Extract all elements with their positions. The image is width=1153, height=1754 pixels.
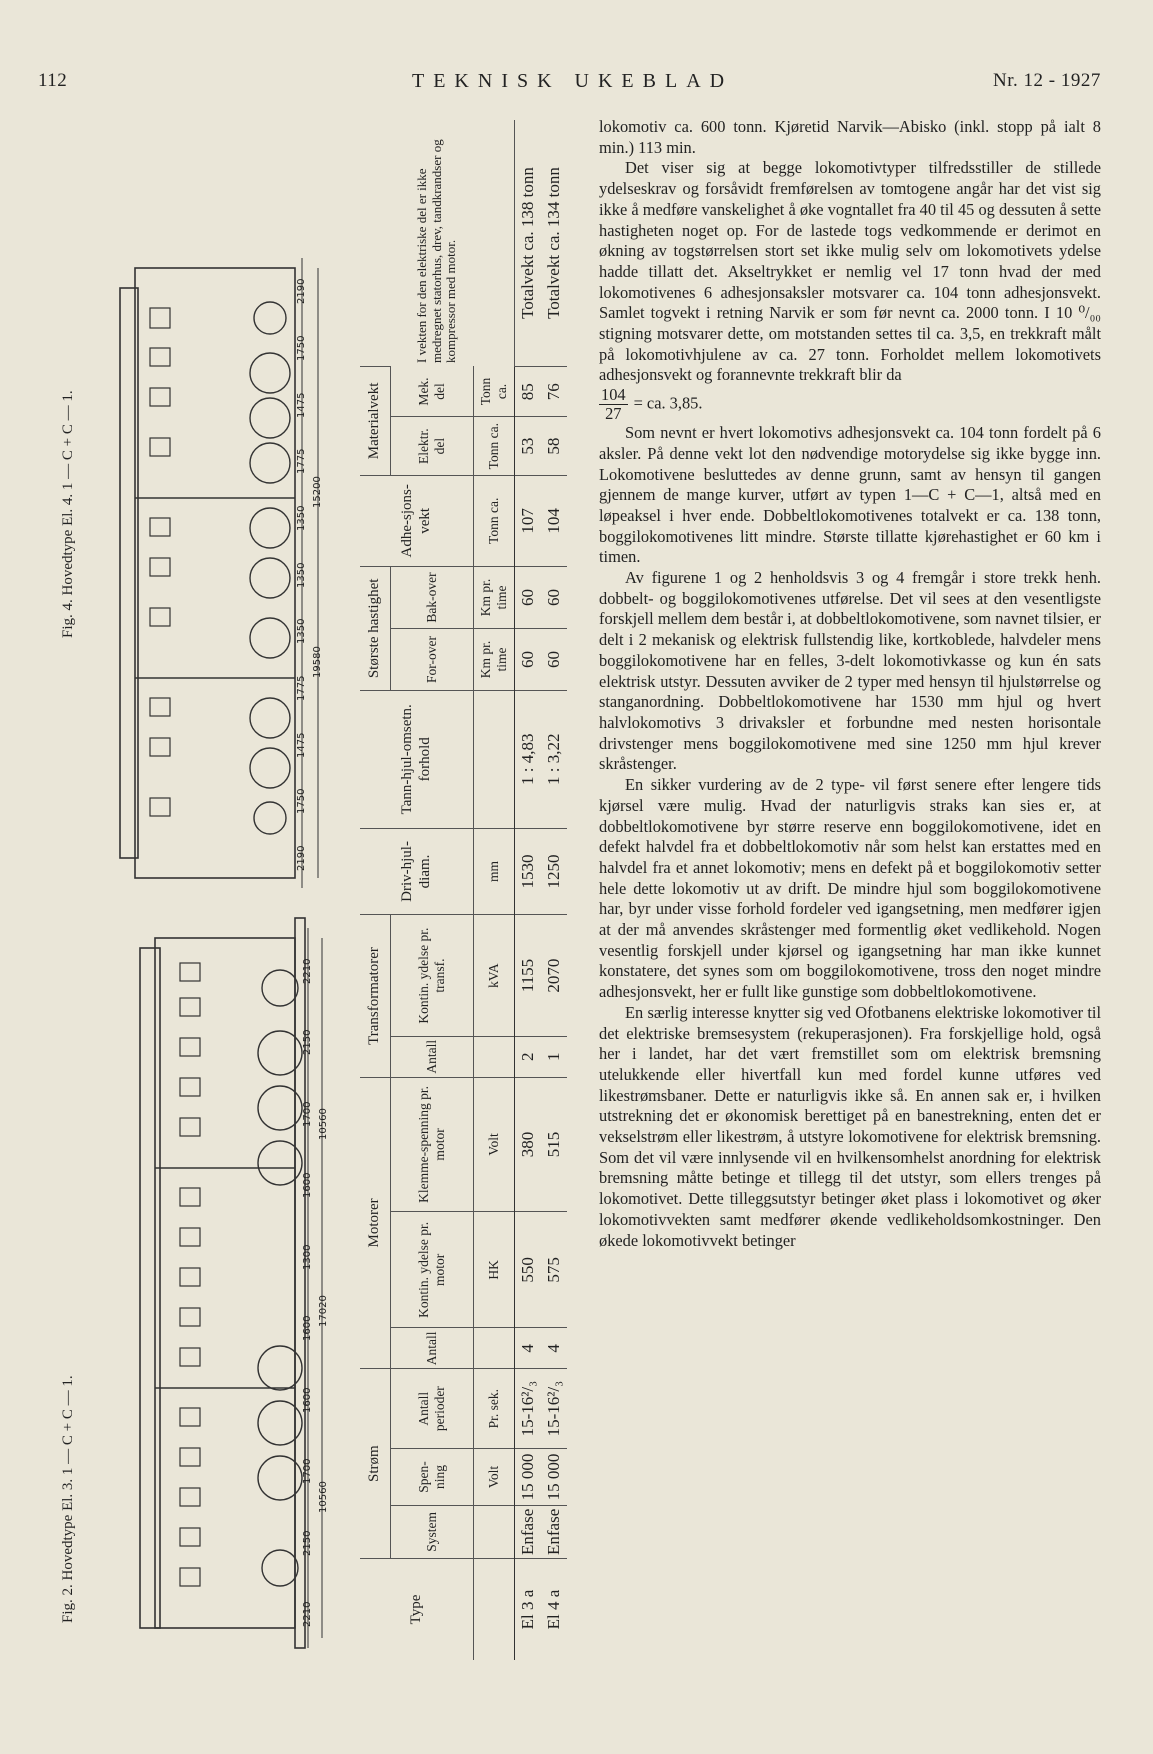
fig4-dimension-label: 1775 — [296, 448, 307, 475]
fig2-dimension-label: 2150 — [302, 1530, 313, 1556]
cell: 60 — [515, 629, 542, 691]
cell: 15 000 — [541, 1449, 567, 1506]
cell: Enfase — [541, 1505, 567, 1558]
fig4-dimension-label: 2190 — [296, 845, 307, 871]
fraction-result: = ca. 3,85. — [633, 393, 703, 413]
group-current: Strøm — [360, 1369, 391, 1559]
cell: 15-16²/₃ — [541, 1369, 567, 1449]
cell: Totalvekt ca. 138 tonn — [518, 167, 538, 319]
cell: Enfase — [515, 1505, 542, 1558]
cell: 1250 — [541, 828, 567, 915]
fig2-dimension-label: 2150 — [302, 1029, 313, 1056]
unit — [474, 1328, 515, 1369]
cell: 104 — [541, 475, 567, 566]
cell: Totalvekt ca. 134 tonn — [544, 167, 564, 319]
cell: 60 — [515, 566, 542, 628]
fig4-dimension-label: 1475 — [296, 732, 307, 758]
cell: 15 000 — [515, 1449, 542, 1506]
th-note: I vekten for den elektriske del er ikke medregnet statorhus, drev, tandkrandser og kompressor med motor. — [360, 120, 515, 367]
unit: Volt — [474, 1449, 515, 1506]
fig2-dimension-label: 1600 — [302, 1387, 313, 1413]
cell: 550 — [515, 1212, 542, 1328]
fig4-dimension-label: 1750 — [296, 788, 307, 815]
fig2-total-dimension-label: 17020 — [318, 1294, 329, 1327]
th-motor-voltage: Klemme-spenning pr. motor — [391, 1077, 474, 1212]
fig2-dimension-label: 1300 — [302, 1244, 313, 1270]
cell: 107 — [515, 475, 542, 566]
paragraph: En sikker vurdering av de 2 type- vil først senere efter lengere tids kjørsel være mulig. Hvad der naturligvis straks kan sies er, at dobbeltlokomotivene byr større reserve enn boggilokomotivene, idet en defekt halvdel fra et dobbeltlokomotiv når som helst kan erstattes med en halvdel fra et annet lokomotiv; mens en defekt på et boggilokomotiv setter hele dette lokomotiv ut av drift. De mindre hjul som boggilokomotivene har, byr under visse forhold fordeler ved igangsetning, men medfører igjen at der må anvendes skråstenger med formentlig øket vedlikehold. Nogen vesentlig forskjell under kjørsel og igangsetning har man ikke kunnet konstatere, det synes som om boggilokomotivene, tross den noget mindre adhesjonsvekt, her er fullt like gunstige som dobbeltlokomotivene. — [599, 775, 1101, 1002]
fraction — [599, 386, 628, 423]
article-text — [599, 117, 1101, 1251]
unit: Pr. sek. — [474, 1369, 515, 1449]
th-transf-count: Antall — [391, 1036, 474, 1077]
fig2-body — [155, 938, 295, 1628]
cell: 2 — [515, 1036, 542, 1077]
fig2-caption: Fig. 2. Hovedtype El. 3. 1 — C + C — 1. — [60, 1375, 76, 1623]
fig4-dimension-label: 2190 — [296, 279, 307, 305]
cell: 575 — [541, 1212, 567, 1328]
table-row — [541, 120, 567, 1660]
group-transformers: Transformatorer — [360, 915, 391, 1077]
fig4-total-dimension-label: 15200 — [312, 475, 323, 508]
th-forward: For-over — [391, 629, 474, 691]
unit: kVA — [474, 915, 515, 1037]
th-electric: Elektr. del — [391, 417, 474, 475]
fig2-dimension-label: 1700 — [302, 1101, 313, 1127]
issue-number: Nr. 12 - 1927 — [993, 70, 1101, 91]
th-backward: Bak-over — [391, 566, 474, 628]
th-motor-output: Kontin. ydelse pr. motor — [391, 1212, 474, 1328]
unit: Km pr. time — [474, 566, 515, 628]
journal-title: TEKNISK UKEBLAD — [412, 70, 734, 92]
fig4-dimension-label: 1475 — [296, 392, 307, 418]
locomotive-spec-table — [360, 120, 564, 1660]
cell: 2070 — [541, 915, 567, 1037]
cell: 60 — [541, 629, 567, 691]
unit: Tonn ca. — [474, 417, 515, 475]
fig4-total-dimension-label: 19580 — [312, 645, 323, 678]
unit — [474, 1505, 515, 1558]
th-type: Type — [360, 1559, 474, 1661]
paragraph: Av figurene 1 og 2 henholdsvis 3 og 4 fremgår i store trekk henh. dobbelt- og boggilokomotivenes utførelse. Det vil sees at den vesentligste forskjell mellem dem består i, at dobbeltlokomotivene, som navnet tilsier, er delt i 2 mekanisk og elektrisk fullstendig like, kortkoblede, halvdeler mens boggilokomotivene har en felles, 3-delt lokomotivkasse og kun én sats elektrisk utstyr. Dessuten avviker de 2 typer med hensyn til hjulstørrelse og stanganordning. Dobbeltlokomotivene har 1530 mm hjul og hvert halvlokomotivs 3 drivaksler et forbundne med nesten horisontale drivstenger mens boggilokomotivene med sine 1250 mm hjul krever skråstenger. — [599, 568, 1101, 774]
denominator: 27 — [605, 404, 622, 424]
cell: 85 — [515, 367, 542, 417]
table-row — [515, 120, 542, 1660]
cell: 380 — [515, 1077, 542, 1212]
th-gear-ratio: Tann-hjul-omsetn. forhold — [360, 690, 474, 828]
fig4-dimension-label: 1350 — [296, 618, 307, 645]
cell: 4 — [515, 1328, 542, 1369]
paragraph: lokomotiv ca. 600 tonn. Kjøretid Narvik—Abisko (inkl. stopp på ialt 8 min.) 113 min. — [599, 117, 1101, 157]
cell: 15-16²/₃ — [515, 1369, 542, 1449]
th-periods: Antall perioder — [391, 1369, 474, 1449]
unit: HK — [474, 1212, 515, 1328]
fig2-dimension-label: 1700 — [302, 1458, 313, 1485]
unit — [474, 1036, 515, 1077]
cell: 515 — [541, 1077, 567, 1212]
unit: mm — [474, 828, 515, 915]
cell: 1155 — [515, 915, 542, 1037]
fig4-dimension-label: 1750 — [296, 335, 307, 362]
cell: 76 — [541, 367, 567, 417]
fig2-dimension-label: 1600 — [302, 1172, 313, 1199]
cell: 1 — [541, 1036, 567, 1077]
cell: 1 : 3,22 — [541, 690, 567, 828]
paragraph: En særlig interesse knytter sig ved Ofotbanens elektriske lokomotiver til det elektriske bremsesystem (rekuperasjonen). Fra forskjellige hold, også her i landet, har det vært fremstillet som om elektrisk bremsning utelukkende eller hivertfall kun med fordel kunne utføres ved likestrømsbaner. Dette er naturligvis ikke så. En annen sak er, i hvilken utstrekning det er økonomisk berettiget på en banestrekning, enten det er vekselstrøm eller likestrøm, å utstyre lokomotivene for elektrisk bremsning. Som det vil være innlysende vil en hvilkensomhelst anordning for elektrisk bremsning måtte betinge et tillegg til det utstyr, som ellers trenges på lokomotivet. Dette tilleggsutstyr betinger øket plass i lokomotivet og øker lokomotivvekten samt medfører økende vedlikeholdsomkostninger. Den økede lokomotivvekt betinger — [599, 1002, 1101, 1250]
cell: 60 — [541, 566, 567, 628]
th-adhesion: Adhe-sjons-vekt — [360, 475, 474, 566]
fig2-dimension-label: 1600 — [302, 1315, 313, 1342]
unit — [474, 690, 515, 828]
unit: Volt — [474, 1077, 515, 1212]
th-wheel-diam: Driv-hjul-diam. — [360, 828, 474, 915]
paragraph: Det viser sig at begge lokomotivtyper tilfredsstiller de stillede ydelseskrav og forsåvidt fremførelsen av tomtogene angår har det vist sig ikke å medføre vanskelighet å øke vogntallet fra 40 til 45 og dessuten å sette hastigheten noget op. For de lastede togs vedkommende er derimot en økning av togstørrelsen stort set ikke mulig selv om lokomotivets ydelse hadde tillatt det. Akseltrykket er nemlig vel 17 tonn hvad der med lokomotivenes 6 adhesjonsaksler motsvarer ca. 104 tonn adhesjonsvekt. Samlet togvekt i retning Narvik er som før nevnt ca. 2000 tonn. I 10 ⁰/₀₀ stigning motsvarer dette, om motstanden settes til ca. 3,5, en trekkraft målt på lokomotivhjulene av ca. 27 tonn. Forholdet mellem lokomotivets adhesjonsvekt og forannevnte trekkraft blir da — [599, 158, 1101, 385]
locomotive-drawings — [40, 118, 340, 1678]
cell: El 4 a — [541, 1559, 567, 1661]
group-max-speed: Største hastighet — [360, 566, 391, 690]
fig2-dimension-label: 2210 — [302, 958, 313, 984]
paragraph: Som nevnt er hvert lokomotivs adhesjonsvekt ca. 104 tonn fordelt på 6 aksler. På denne vekt lot den nødvendige motorydelse sig ikke bygge inn. Lokomotivene besluttedes av denne grunn, samt av hensyn til gangen gjennem de mange kurver, utført av typen 1—C + C—1, altså med en løpeaksel i hver ende. Dobbeltlokomotivenes totalvekt er ca. 138 tonn, boggilokomotivenes litt mindre. Største tillatte kjørehastighet er 60 km i timen. — [599, 423, 1101, 567]
fig4-body — [135, 268, 295, 878]
fig2-dimension-label: 2210 — [302, 1601, 313, 1628]
fig4-caption: Fig. 4. Hovedtype El. 4. 1 — C + C — 1. — [60, 390, 76, 638]
fig2-total-dimension-label: 10560 — [318, 1108, 329, 1140]
unit — [474, 1559, 515, 1661]
unit: Tonn ca. — [474, 475, 515, 566]
page-number: 112 — [38, 70, 68, 91]
cell: 53 — [515, 417, 542, 475]
group-motors: Motorer — [360, 1077, 391, 1369]
fig2-total-dimension-label: 10560 — [318, 1481, 329, 1514]
fig4-dimension-label: 1350 — [296, 562, 307, 588]
cell: 1530 — [515, 828, 542, 915]
group-material-weight: Materialvekt — [360, 367, 391, 476]
unit: Tonn ca. — [474, 367, 515, 417]
drawings-svg — [40, 118, 340, 1678]
fig4-dimension-label: 1350 — [296, 505, 307, 532]
cell: 1 : 4,83 — [515, 690, 542, 828]
cell: 4 — [541, 1328, 567, 1369]
th-motor-count: Antall — [391, 1328, 474, 1369]
cell: El 3 a — [515, 1559, 542, 1661]
th-voltage: Spen-ning — [391, 1449, 474, 1506]
fraction-line — [599, 386, 1101, 423]
th-system: System — [391, 1505, 474, 1558]
th-transf-output: Kontin. ydelse pr. transf. — [391, 915, 474, 1037]
numerator: 104 — [601, 385, 626, 405]
th-mechanical: Mek. del — [391, 367, 474, 417]
fig4-dimension-label: 1775 — [296, 675, 307, 701]
unit: Km pr. time — [474, 629, 515, 691]
cell: 58 — [541, 417, 567, 475]
